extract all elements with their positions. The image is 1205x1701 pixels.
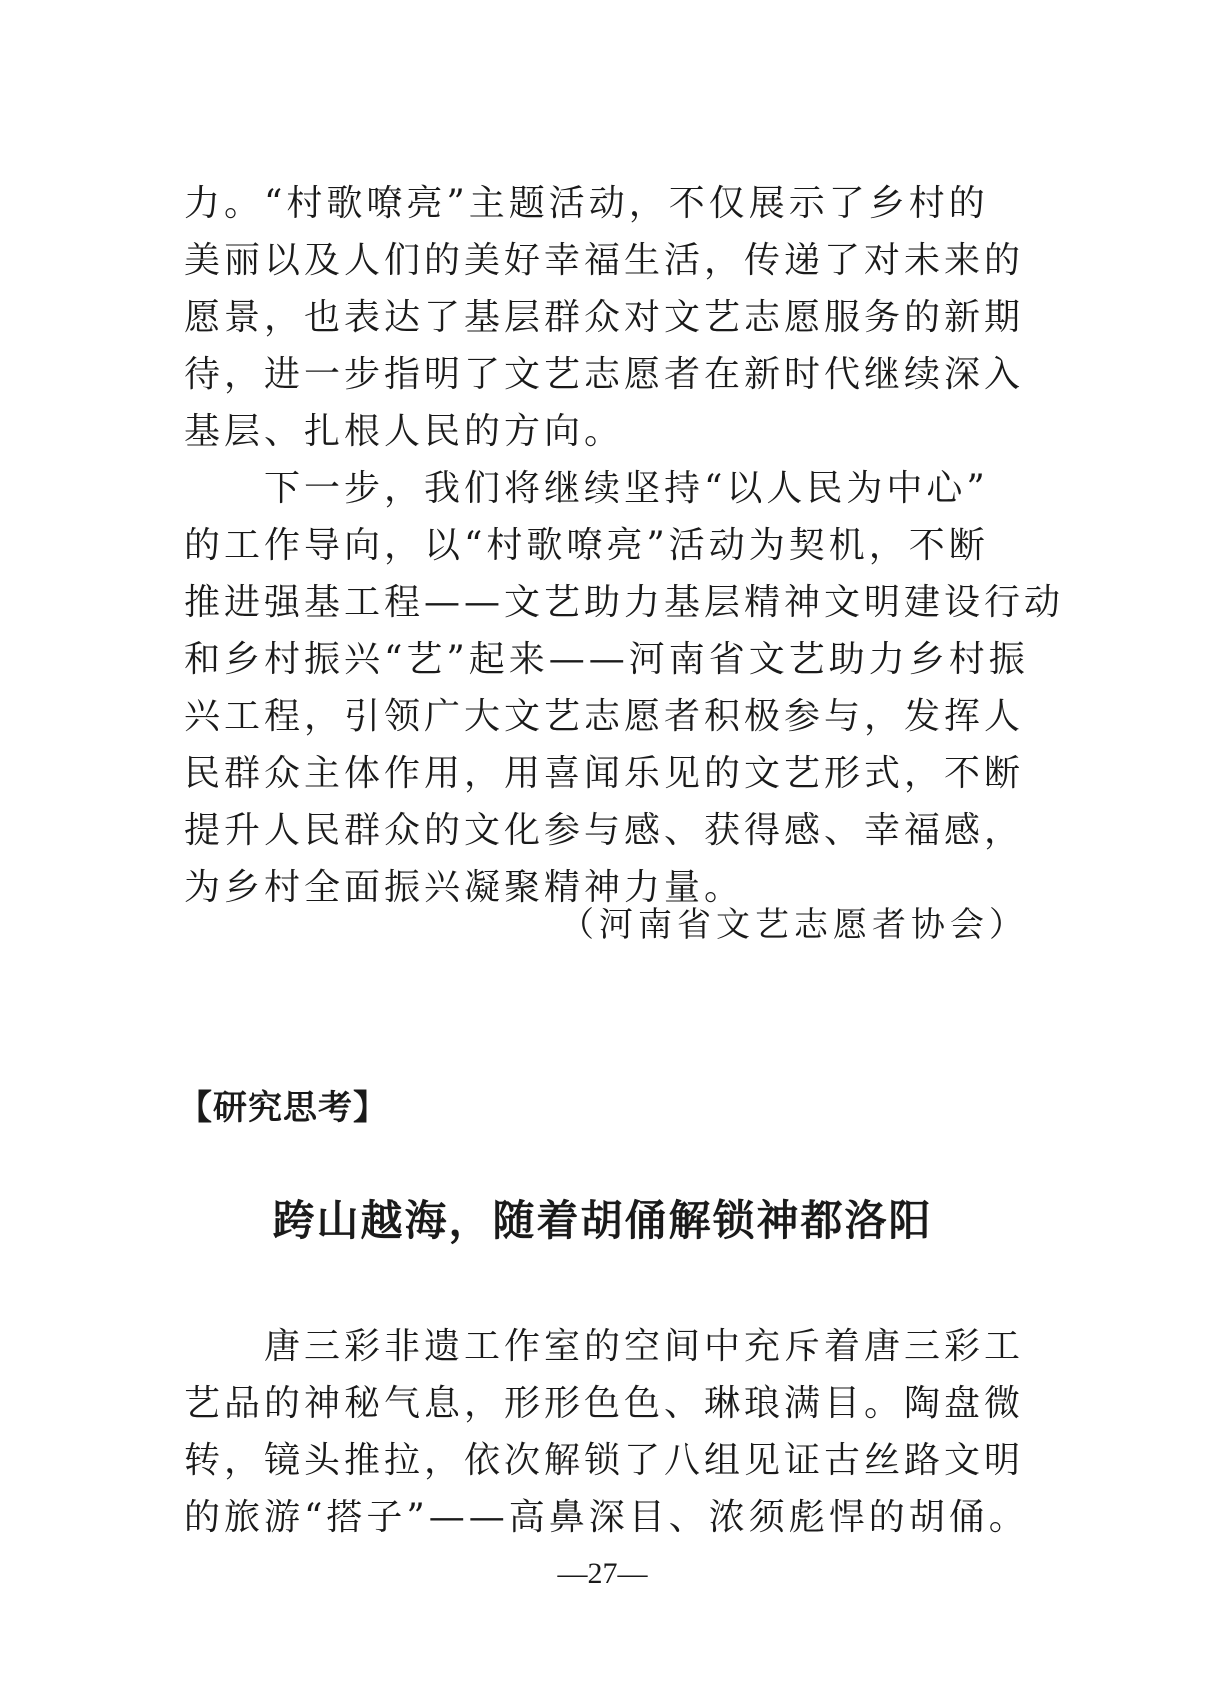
text-line: 兴工程，引领广大文艺志愿者积极参与，发挥人 — [184, 696, 1025, 737]
author-signature: （河南省文艺志愿者协会） — [560, 905, 1028, 945]
section-tag: 【研究思考】 — [178, 1088, 388, 1128]
text-line: 推进强基工程——文艺助力基层精神文明建设行动 — [184, 582, 1065, 623]
text-line: 艺品的神秘气息，形形色色、琳琅满目。陶盘微 — [184, 1383, 1025, 1424]
text-line: 唐三彩非遗工作室的空间中充斥着唐三彩工 — [264, 1326, 1025, 1367]
text-line: 和乡村振兴“艺”起来——河南省文艺助力乡村振 — [184, 639, 1029, 680]
article-paragraph — [184, 1318, 1029, 1546]
article-title: 跨山越海，随着胡俑解锁神都洛阳 — [272, 1196, 933, 1245]
text-line: 基层、扎根人民的方向。 — [184, 411, 625, 452]
paragraph-next-steps — [184, 460, 1065, 916]
text-line: 的旅游“搭子”——高鼻深目、浓须彪悍的胡俑。 — [184, 1497, 1029, 1538]
text-line: 下一步，我们将继续坚持“以人民为中心” — [264, 468, 989, 509]
text-line: 转，镜头推拉，依次解锁了八组见证古丝路文明 — [184, 1440, 1025, 1481]
text-line: 待，进一步指明了文艺志愿者在新时代继续深入 — [184, 354, 1025, 395]
text-line: 为乡村全面振兴凝聚精神力量。 — [184, 867, 745, 908]
page-number: —27— — [557, 1557, 648, 1590]
text-line: 美丽以及人们的美好幸福生活，传递了对未来的 — [184, 240, 1025, 281]
text-line: 的工作导向，以“村歌嘹亮”活动为契机，不断 — [184, 525, 989, 566]
text-line: 提升人民群众的文化参与感、获得感、幸福感， — [184, 810, 1025, 851]
text-line: 力。“村歌嘹亮”主题活动，不仅展示了乡村的 — [184, 183, 989, 224]
text-line: 民群众主体作用，用喜闻乐见的文艺形式，不断 — [184, 753, 1025, 794]
paragraph-closing-previous — [184, 175, 1024, 460]
text-line: 愿景，也表达了基层群众对文艺志愿服务的新期 — [184, 297, 1025, 338]
